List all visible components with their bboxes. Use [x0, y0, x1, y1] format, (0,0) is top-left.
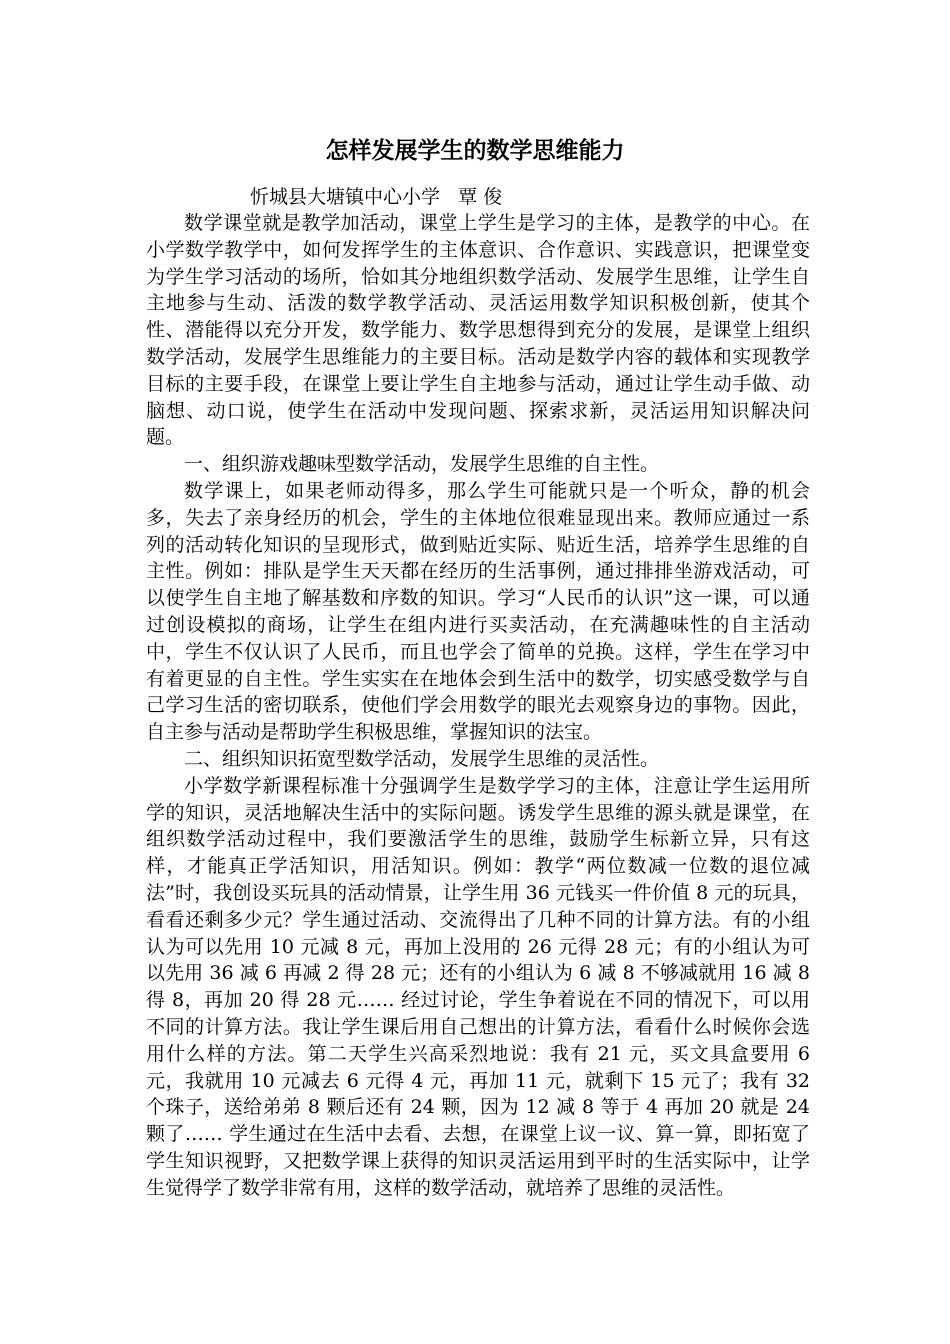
section-heading-1: 一、组织游戏趣味型数学活动，发展学生思维的自主性。	[184, 453, 660, 476]
paragraph-section-1: 数学课上，如果老师动得多，那么学生可能就只是一个听众，静的机会多，失去了亲身经历的机会，学生的主体地位很难显现出来。教师应通过一系列的活动转化知识的呈现形式，做到贴近实际、贴近生活，培养学生思维的自主性。例如：排队是学生天天都在经历的生活事例，通过排排坐游戏活动，可以使学生自主地了解基数和序数的知识。学习“人民币的认识”这一课，可以通过创设模拟的商场，让学生在组内进行买卖活动，在充满趣味性的自主活动中，学生不仅认识了人民币，而且也学会了简单的兑换。这样，学生在学习中有着更显的自主性。学生实实在在地体会到生活中的数学，切实感受数学与自己学习生活的密切联系，使他们学会用数学的眼光去观察身边的事物。因此，自主参与活动是帮助学生积极思维，掌握知识的法宝。	[146, 479, 810, 744]
paragraph-section-2: 小学数学新课程标准十分强调学生是数学学习的主体，注意让学生运用所学的知识，灵活地解决生活中的实际问题。诱发学生思维的源头就是课堂，在组织数学活动过程中，我们要激活学生的思维，鼓励学生标新立异，只有这样，才能真正学活知识，用活知识。例如：教学“两位数减一位数的退位减法”时，我创设买玩具的活动情景，让学生用 36 元钱买一件价值 8 元的玩具，看看还剩多少元？学生通过活动、交流得出了几种不同的计算方法。有的小组认为可以先用 10 元减 8 元，再加上没用的 26 元得 28 元；有的小组认为可以先用 36 减 6 再减 2 得 28 元；还有的小组认为 6 减 8 不够减就用 16 减 8 得 8，再加 20 得 28 元…… 经过讨论，学生争着说在不同的情况下，可以用不同的计算方法。我让学生课后用自己想出的计算方法，看看什么时候你会选用什么样的方法。第二天学生兴高采烈地说：我有 21 元，买文具盒要用 6 元，我就用 10 元减去 6 元得 4 元，再加 11 元，就剩下 15 元了；我有 32 个珠子，送给弟弟 8 颗后还有 24 颗，因为 12 减 8 等于 4 再加 20 就是 24 颗了…… 学生通过在生活中去看、去想，在课堂上议一议、算一算，即拓宽了学生知识视野，又把数学课上获得的知识灵活运用到平时的生活实际中，让学生觉得学了数学非常有用，这样的数学活动，就培养了思维的灵活性。	[146, 774, 810, 1199]
document-title: 怎样发展学生的数学思维能力	[325, 137, 625, 164]
author-line: 忻城县大塘镇中心小学 覃 俊	[250, 186, 503, 208]
section-heading-2: 二、组织知识拓宽型数学活动，发展学生思维的灵活性。	[184, 747, 660, 770]
document-body	[146, 210, 810, 1201]
paragraph-intro: 数学课堂就是教学加活动，课堂上学生是学习的主体，是教学的中心。在小学数学教学中，如何发挥学生的主体意识、合作意识、实践意识，把课堂变为学生学习活动的场所，恰如其分地组织数学活动、发展学生思维，让学生自主地参与生动、活泼的数学教学活动、灵活运用数学知识积极创新，使其个性、潜能得以充分开发，数学能力、数学思想得到充分的发展，是课堂上组织数学活动，发展学生思维能力的主要目标。活动是数学内容的载体和实现教学目标的主要手段，在课堂上要让学生自主地参与活动，通过让学生动手做、动脑想、动口说，使学生在活动中发现问题、探索求新，灵活运用知识解决问题。	[146, 212, 810, 449]
